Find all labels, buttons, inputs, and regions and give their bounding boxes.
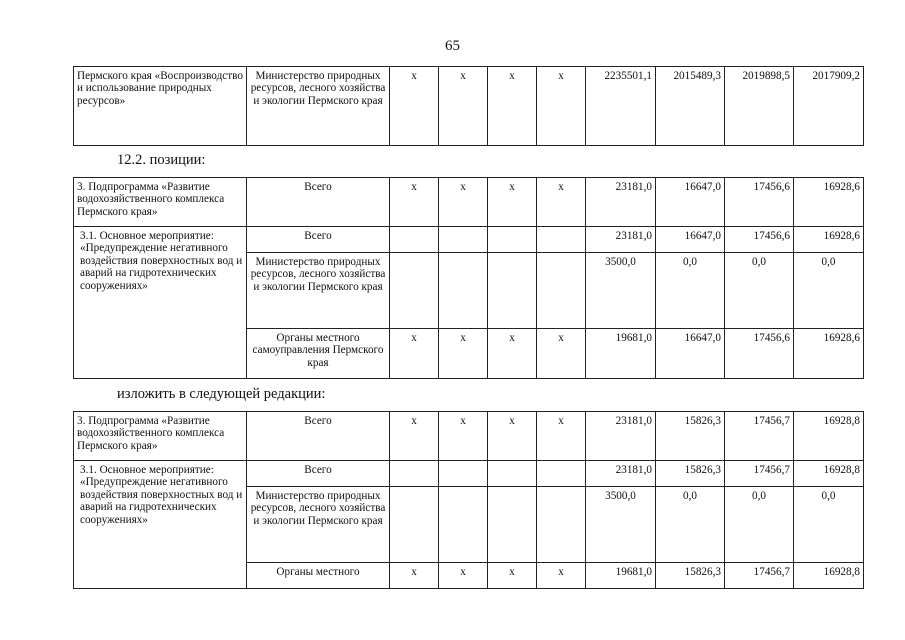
- table-row: [74, 178, 864, 227]
- value-cell: 16928,8: [794, 563, 864, 589]
- continuation-table: [73, 66, 864, 146]
- value-cell: 19681,0: [586, 563, 656, 589]
- mark-cell: [537, 227, 586, 253]
- value-cell: 0,0: [725, 487, 794, 563]
- mark-cell: x: [439, 563, 488, 589]
- mark-cell: x: [488, 67, 537, 146]
- subprogram-label: 3. Подпрограмма «Развитие водохозяйственного комплекса Пермского края»: [74, 178, 247, 227]
- mark-cell: x: [390, 563, 439, 589]
- department-cell: Всего: [247, 461, 390, 487]
- mark-cell: x: [390, 178, 439, 227]
- value-cell: 15826,3: [656, 563, 725, 589]
- mark-cell: x: [488, 178, 537, 227]
- value-cell: 19681,0: [586, 329, 656, 379]
- mark-cell: [439, 227, 488, 253]
- mark-cell: [439, 461, 488, 487]
- activity-label: 3.1. Основное мероприятие: «Предупреждение негативного воздействия поверхностных вод и аварий на гидротехнических сооружениях»: [74, 461, 247, 589]
- page-number: 65: [445, 38, 460, 54]
- mark-cell: x: [537, 67, 586, 146]
- mark-cell: x: [537, 178, 586, 227]
- value-cell: 16928,6: [794, 178, 864, 227]
- mark-cell: [537, 253, 586, 329]
- mark-cell: [537, 461, 586, 487]
- value-cell: 16928,8: [794, 412, 864, 461]
- table-row: [74, 227, 864, 253]
- mark-cell: x: [537, 412, 586, 461]
- value-cell: 15826,3: [656, 412, 725, 461]
- value-cell: 3500,0: [586, 487, 656, 563]
- mark-cell: [390, 227, 439, 253]
- department-cell: Всего: [247, 227, 390, 253]
- value-cell: 2015489,3: [656, 67, 725, 146]
- mark-cell: [390, 253, 439, 329]
- value-cell: 3500,0: [586, 253, 656, 329]
- value-cell: 16928,8: [794, 461, 864, 487]
- value-cell: 16647,0: [656, 227, 725, 253]
- department-cell: Министерство природных ресурсов, лесного хозяйства и экологии Пермского края: [247, 487, 390, 563]
- mark-cell: [488, 227, 537, 253]
- mark-cell: x: [537, 329, 586, 379]
- department-cell: Органы местного самоуправления Пермского края: [247, 329, 390, 379]
- mark-cell: [390, 487, 439, 563]
- value-cell: 16647,0: [656, 178, 725, 227]
- mark-cell: [390, 461, 439, 487]
- mark-cell: x: [537, 563, 586, 589]
- activity-label: 3.1. Основное мероприятие: «Предупреждение негативного воздействия поверхностных вод и аварий на гидротехнических сооружениях»: [74, 227, 247, 379]
- value-cell: 16647,0: [656, 329, 725, 379]
- department-cell: Всего: [247, 178, 390, 227]
- value-cell: 0,0: [656, 487, 725, 563]
- department-cell: Министерство природных ресурсов, лесного хозяйства и экологии Пермского края: [247, 253, 390, 329]
- value-cell: 23181,0: [586, 227, 656, 253]
- mark-cell: [488, 487, 537, 563]
- mark-cell: x: [488, 563, 537, 589]
- value-cell: 17456,7: [725, 461, 794, 487]
- mark-cell: x: [488, 329, 537, 379]
- mark-cell: x: [439, 412, 488, 461]
- mark-cell: x: [439, 178, 488, 227]
- mark-cell: [439, 253, 488, 329]
- value-cell: 0,0: [725, 253, 794, 329]
- old-positions-table: [73, 177, 864, 379]
- mark-cell: x: [390, 412, 439, 461]
- value-cell: 15826,3: [656, 461, 725, 487]
- value-cell: 16928,6: [794, 329, 864, 379]
- value-cell: 17456,6: [725, 178, 794, 227]
- value-cell: 23181,0: [586, 178, 656, 227]
- mark-cell: x: [390, 67, 439, 146]
- section-heading-redaction: изложить в следующей редакции:: [117, 386, 326, 402]
- mark-cell: [488, 461, 537, 487]
- value-cell: 17456,6: [725, 329, 794, 379]
- value-cell: 16928,6: [794, 227, 864, 253]
- table-row: [74, 67, 864, 146]
- mark-cell: x: [439, 67, 488, 146]
- mark-cell: x: [488, 412, 537, 461]
- value-cell: 2235501,1: [586, 67, 656, 146]
- value-cell: 17456,7: [725, 412, 794, 461]
- mark-cell: x: [390, 329, 439, 379]
- section-heading-positions: 12.2. позиции:: [117, 152, 206, 168]
- department-cell: Органы местного: [247, 563, 390, 589]
- value-cell: 23181,0: [586, 461, 656, 487]
- new-positions-table: [73, 411, 864, 589]
- mark-cell: x: [439, 329, 488, 379]
- value-cell: 17456,7: [725, 563, 794, 589]
- value-cell: 0,0: [794, 487, 864, 563]
- program-label: Пермского края «Воспроизводство и использование природных ресурсов»: [74, 67, 247, 146]
- value-cell: 17456,6: [725, 227, 794, 253]
- value-cell: 23181,0: [586, 412, 656, 461]
- table-row: [74, 412, 864, 461]
- value-cell: 2019898,5: [725, 67, 794, 146]
- value-cell: 2017909,2: [794, 67, 864, 146]
- table-row: [74, 461, 864, 487]
- mark-cell: [439, 487, 488, 563]
- department-cell: Всего: [247, 412, 390, 461]
- department-cell: Министерство природных ресурсов, лесного хозяйства и экологии Пермского края: [247, 67, 390, 146]
- mark-cell: [488, 253, 537, 329]
- value-cell: 0,0: [656, 253, 725, 329]
- value-cell: 0,0: [794, 253, 864, 329]
- subprogram-label: 3. Подпрограмма «Развитие водохозяйственного комплекса Пермского края»: [74, 412, 247, 461]
- mark-cell: [537, 487, 586, 563]
